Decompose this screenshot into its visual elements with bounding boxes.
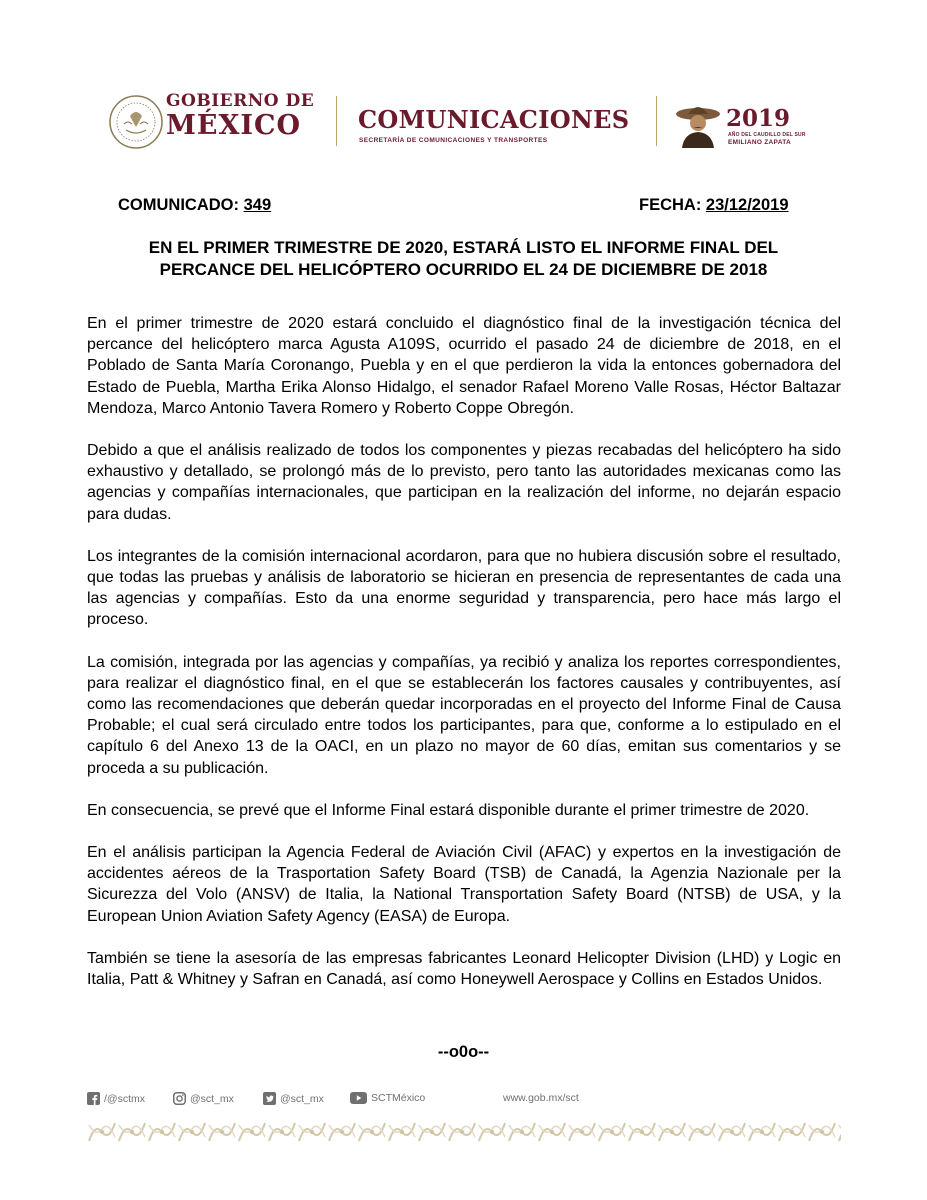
paragraph: Debido a que el análisis realizado de todos los componentes y piezas recabadas del helicóptero ha sido exhaustivo y detallado, se prolongó más de lo previsto, pero tanto las autoridades mexicanas como las agencias y compañías internacionales, que participan en la realización del informe, no dejarán espacio para dudas. xyxy=(87,442,841,523)
emiliano-zapata-portrait-icon xyxy=(674,100,722,148)
headline xyxy=(60,237,867,281)
comunicado-number: 349 xyxy=(243,196,272,214)
paragraph: En el análisis participan la Agencia Federal de Aviación Civil (AFAC) y expertos en la investigación de accidentes aéreos de la Trasportation Safety Board (TSB) de Canadá, la Agenzia Nazionale per la Sicurezza del Volo (ANSV) de Italia, la National Transportation Safety Board (NTSB) de USA, y la European Union Aviation Safety Agency (EASA) de Europa. xyxy=(87,844,841,925)
paragraph: La comisión, integrada por las agencias y compañías, ya recibió y analiza los reportes correspondientes, para realizar el diagnóstico final, en el que se establecerán los factores causales y contribuyentes, así como las recomendaciones que deberán quedar incorporadas en el proyecto del Informe Final de Causa Probable; el cual será circulado entre todos los participantes, para que, conforme a lo estipulado en el capítulo 6 del Anexo 13 de la OACI, en un plazo no mayor de 60 días, emitan sus comentarios y se proceda a su publicación. xyxy=(87,653,841,777)
comunicaciones-title: COMUNICACIONES xyxy=(358,105,630,134)
gobierno-de-mexico-logo xyxy=(166,93,314,139)
headline-line2: PERCANCE DEL HELICÓPTERO OCURRIDO EL 24 DE DICIEMBRE DE 2018 xyxy=(159,260,768,279)
year-subtitle-1: AÑO DEL CAUDILLO DEL SUR xyxy=(728,132,806,138)
comunicado-line xyxy=(118,196,271,215)
facebook-icon xyxy=(87,1092,100,1105)
paragraph: En el primer trimestre de 2020 estará concluido el diagnóstico final de la investigación técnica del percance del helicóptero marca Agusta A109S, ocurrido el pasado 24 de diciembre de 2018, en el Poblado de Santa María Coronango, Puebla y en el que perdieron la vida la entonces gobernadora del Estado de Puebla, Martha Erika Alonso Hidalgo, el senador Rafael Moreno Valle Rosas, Héctor Baltazar Mendoza, Marco Antonio Tavera Romero y Roberto Coppe Obregón. xyxy=(87,315,841,417)
body-text xyxy=(87,313,841,1011)
comunicado-label: COMUNICADO: xyxy=(118,196,239,214)
fecha-value: 23/12/2019 xyxy=(705,196,789,214)
headline-line1: EN EL PRIMER TRIMESTRE DE 2020, ESTARÁ LISTO EL INFORME FINAL DEL xyxy=(148,238,779,257)
twitter-handle: @sct_mx xyxy=(280,1092,324,1105)
header-divider xyxy=(336,96,337,146)
year-subtitle-2: EMILIANO ZAPATA xyxy=(728,139,791,146)
facebook-link[interactable] xyxy=(87,1092,145,1105)
header xyxy=(108,88,808,158)
header-divider-2 xyxy=(656,96,657,146)
mexico-coat-of-arms-seal-icon xyxy=(108,94,164,150)
instagram-icon xyxy=(173,1092,186,1105)
closing-mark: --o0o-- xyxy=(437,1043,490,1061)
website-link[interactable] xyxy=(503,1092,579,1104)
paragraph: También se tiene la asesoría de las empresas fabricantes Leonard Helicopter Division (LHD) y Logic en Italia, Patt & Whitney y Safran en Canadá, así como Honeywell Aerospace y Collins en Estados Unidos. xyxy=(87,949,841,989)
social-links xyxy=(87,1092,807,1108)
paragraph: Los integrantes de la comisión internacional acordaron, para que no hubiera discusión sobre el resultado, que todas las pruebas y análisis de laboratorio se hicieran en presencia de representantes de cada una las agencias y compañías. Esto da una enorme seguridad y transparencia, pero hace más largo el proceso. xyxy=(87,547,841,629)
decorative-footer-band xyxy=(87,1119,841,1145)
gob-line1: GOBIERNO DE xyxy=(166,91,315,111)
youtube-handle: SCTMéxico xyxy=(371,1092,426,1104)
facebook-handle: /@sctmx xyxy=(104,1092,145,1105)
year-2019: 2019 xyxy=(726,105,791,132)
youtube-link[interactable] xyxy=(350,1092,425,1104)
instagram-link[interactable] xyxy=(173,1092,234,1105)
paragraph: En consecuencia, se prevé que el Informe Final estará disponible durante el primer trimestre de 2020. xyxy=(87,801,810,819)
comunicaciones-subtitle: SECRETARÍA DE COMUNICACIONES Y TRANSPORTES xyxy=(359,137,548,144)
twitter-icon xyxy=(263,1092,276,1105)
youtube-icon xyxy=(350,1092,367,1104)
fecha-line xyxy=(639,196,789,215)
fecha-label: FECHA: xyxy=(639,196,702,214)
gob-line2: MÉXICO xyxy=(166,110,302,141)
instagram-handle: @sct_mx xyxy=(190,1092,234,1105)
website-url: www.gob.mx/sct xyxy=(503,1092,579,1104)
twitter-link[interactable] xyxy=(263,1092,324,1105)
